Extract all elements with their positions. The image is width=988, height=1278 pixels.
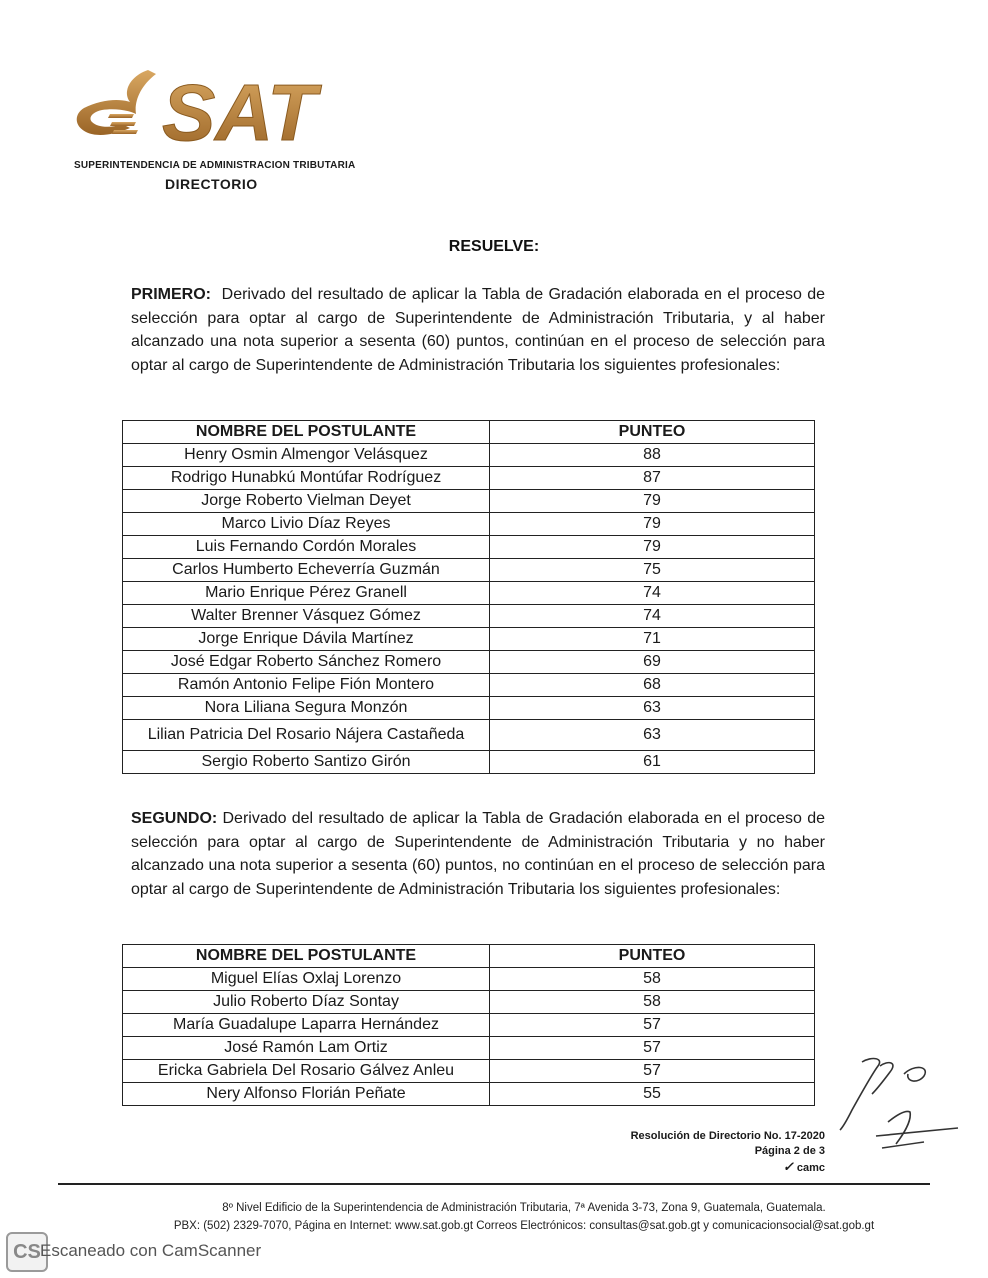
candidate-name: Carlos Humberto Echeverría Guzmán (123, 559, 490, 582)
camscanner-text: Escaneado con CamScanner (40, 1241, 262, 1260)
table-row (123, 559, 815, 582)
candidate-name: Jorge Enrique Dávila Martínez (123, 628, 490, 651)
candidate-name: Sergio Roberto Santizo Girón (123, 751, 490, 774)
table-row (123, 582, 815, 605)
logo-letters: SAT (162, 68, 317, 157)
candidate-score: 57 (490, 1037, 815, 1060)
candidate-name: Ericka Gabriela Del Rosario Gálvez Anleu (123, 1060, 490, 1083)
candidate-score: 79 (490, 513, 815, 536)
candidate-name: Luis Fernando Cordón Morales (123, 536, 490, 559)
table-row (123, 1060, 815, 1083)
initials (631, 1159, 825, 1176)
candidate-name: Ramón Antonio Felipe Fión Montero (123, 674, 490, 697)
initials-text: camc (796, 1162, 825, 1174)
candidate-score: 58 (490, 991, 815, 1014)
resolution-heading: RESUELVE: (448, 238, 540, 255)
candidate-name: José Edgar Roberto Sánchez Romero (123, 651, 490, 674)
candidate-score: 69 (490, 651, 815, 674)
resolution-number: Resolución de Directorio No. 17-2020 (630, 1130, 825, 1142)
candidate-name: Julio Roberto Díaz Sontay (123, 991, 490, 1014)
segundo-label: SEGUNDO: (131, 810, 218, 827)
page-number: Página 2 de 3 (754, 1145, 825, 1157)
table-row (123, 674, 815, 697)
candidate-score: 75 (490, 559, 815, 582)
segundo-paragraph (131, 807, 825, 901)
address-line-2: PBX: (502) 2329-7070, Página en Internet: www.sat.gob.gt Correos Electrónicos: consultas@sat.gob.gt y comunicacionsocial@sat.gob.gt (173, 1220, 875, 1232)
footer-reference (631, 1129, 825, 1176)
candidate-score: 74 (490, 605, 815, 628)
candidate-score: 63 (490, 720, 815, 751)
table-row (123, 605, 815, 628)
candidate-score: 74 (490, 582, 815, 605)
table-row (123, 1014, 815, 1037)
table-header-row (123, 945, 815, 968)
segundo-text: Derivado del resultado de aplicar la Tabla de Gradación elaborada en el proceso de selección para optar al cargo de Superintendente de Administración Tributaria y no haber alcanzado una nota superior a sesenta (60) puntos, no continúan en el proceso de selección para optar al cargo de Superintendente de Administración Tributaria los siguientes profesionales: (131, 810, 825, 898)
candidate-name: Mario Enrique Pérez Granell (123, 582, 490, 605)
table-row (123, 467, 815, 490)
candidate-score: 68 (490, 674, 815, 697)
table-row (123, 490, 815, 513)
table-row (123, 1037, 815, 1060)
table-header-row (123, 421, 815, 444)
candidate-score: 79 (490, 536, 815, 559)
table-row (123, 968, 815, 991)
candidate-name: María Guadalupe Laparra Hernández (123, 1014, 490, 1037)
table-row (123, 751, 815, 774)
primero-label: PRIMERO: (131, 286, 211, 303)
initials-mark-icon: ✓ (782, 1159, 794, 1174)
table-row (123, 444, 815, 467)
candidate-score: 55 (490, 1083, 815, 1106)
footer-divider (58, 1183, 930, 1185)
rejected-candidates-table (122, 944, 815, 1106)
primero-text: Derivado del resultado de aplicar la Tabla de Gradación elaborada en el proceso de selección para optar al cargo de Superintendente de Administración Tributaria, y al haber alcanzado una nota superior a sesenta (60) puntos, continúan en el proceso de selección para optar al cargo de Superintendente de Administración Tributaria los siguientes profesionales: (131, 286, 826, 374)
table-row (123, 651, 815, 674)
candidate-name: Miguel Elías Oxlaj Lorenzo (123, 968, 490, 991)
candidate-score: 71 (490, 628, 815, 651)
candidate-score: 61 (490, 751, 815, 774)
primero-paragraph (131, 283, 825, 377)
camscanner-badge: CS (6, 1232, 48, 1272)
table-row (123, 1083, 815, 1106)
candidate-score: 57 (490, 1014, 815, 1037)
table-row (123, 720, 815, 751)
column-header-name: NOMBRE DEL POSTULANTE (123, 421, 490, 444)
handwritten-signature (832, 1052, 962, 1162)
candidate-name: José Ramón Lam Ortiz (123, 1037, 490, 1060)
address-line-1: 8º Nivel Edificio de la Superintendencia de Administración Tributaria, 7ª Avenida 3-73, Zona 9, Guatemala, Guatemala. (222, 1202, 826, 1214)
table-row (123, 991, 815, 1014)
table-row (123, 628, 815, 651)
column-header-score: PUNTEO (490, 945, 815, 968)
candidate-score: 79 (490, 490, 815, 513)
candidate-score: 88 (490, 444, 815, 467)
candidate-name: Walter Brenner Vásquez Gómez (123, 605, 490, 628)
candidate-name: Nery Alfonso Florián Peñate (123, 1083, 490, 1106)
candidate-name: Lilian Patricia Del Rosario Nájera Castañeda (123, 720, 490, 751)
candidate-name: Nora Liliana Segura Monzón (123, 697, 490, 720)
candidate-score: 57 (490, 1060, 815, 1083)
candidate-score: 63 (490, 697, 815, 720)
candidate-score: 87 (490, 467, 815, 490)
approved-candidates-table (122, 420, 815, 774)
sat-logo-graphic (70, 62, 380, 162)
candidate-name: Henry Osmin Almengor Velásquez (123, 444, 490, 467)
table-row (123, 513, 815, 536)
org-name: SUPERINTENDENCIA DE ADMINISTRACION TRIBUTARIA (74, 160, 356, 171)
candidate-name: Marco Livio Díaz Reyes (123, 513, 490, 536)
table-row (123, 697, 815, 720)
table-row (123, 536, 815, 559)
candidate-name: Jorge Roberto Vielman Deyet (123, 490, 490, 513)
org-subtitle: DIRECTORIO (165, 176, 258, 192)
candidate-name: Rodrigo Hunabkú Montúfar Rodríguez (123, 467, 490, 490)
column-header-name: NOMBRE DEL POSTULANTE (123, 945, 490, 968)
candidate-score: 58 (490, 968, 815, 991)
column-header-score: PUNTEO (490, 421, 815, 444)
